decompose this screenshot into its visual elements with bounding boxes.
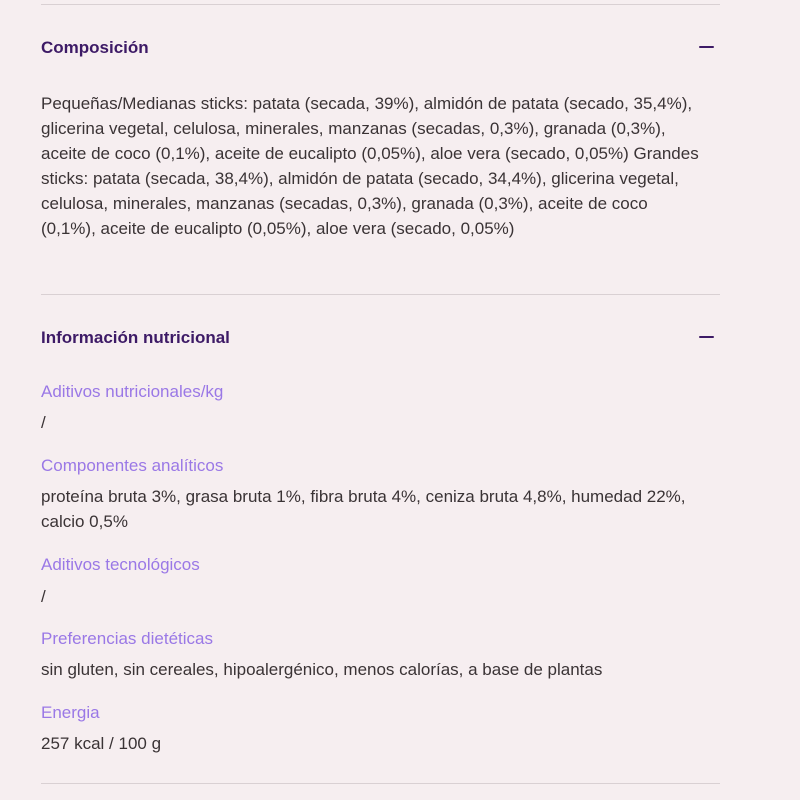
nutrition-value-dietary: sin gluten, sin cereales, hipoalergénico, menos calorías, a base de plantas: [41, 660, 603, 679]
minus-icon: [699, 46, 714, 49]
nutrition-label-analytical: Componentes analíticos: [41, 456, 224, 475]
nutrition-value-analytical: proteína bruta 3%, grasa bruta 1%, fibra bruta 4%, ceniza bruta 4,8%, humedad 22%, calcio 0,5%: [41, 487, 686, 531]
minus-icon: [699, 336, 714, 339]
nutrition-value-additives: /: [41, 413, 46, 432]
nutrition-label-technological: Aditivos tecnológicos: [41, 555, 200, 574]
divider-top: [41, 4, 720, 5]
nutrition-label-additives: Aditivos nutricionales/kg: [41, 382, 224, 401]
divider-bottom: [41, 783, 720, 784]
nutrition-label-dietary: Preferencias dietéticas: [41, 629, 213, 648]
nutrition-value-energy: 257 kcal / 100 g: [41, 734, 162, 753]
nutrition-title[interactable]: Información nutricional: [41, 328, 230, 347]
nutrition-label-energy: Energia: [41, 703, 100, 722]
composition-title[interactable]: Composición: [41, 38, 149, 57]
composition-text: Pequeñas/Medianas sticks: patata (secada, 39%), almidón de patata (secado, 35,4%), glicerina vegetal, celulosa, minerales, manzanas (secadas, 0,3%), granada (0,3%), aceite de coco (0,1%), aceite de eucalipto (0,05%), aloe vera (secado, 0,05%) Grandes sticks: patata (secada, 38,4%), almidón de patata (secado, 34,4%), glicerina vegetal, celulosa, minerales, manzanas (secadas, 0,3%), granada (0,3%), aceite de coco (0,1%), aceite de eucalipto (0,05%), aloe vera (secado, 0,05%): [41, 94, 699, 238]
nutrition-collapse-toggle[interactable]: [698, 327, 714, 347]
nutrition-value-technological: /: [41, 587, 46, 606]
divider-middle: [41, 294, 720, 295]
composition-collapse-toggle[interactable]: [698, 37, 714, 57]
